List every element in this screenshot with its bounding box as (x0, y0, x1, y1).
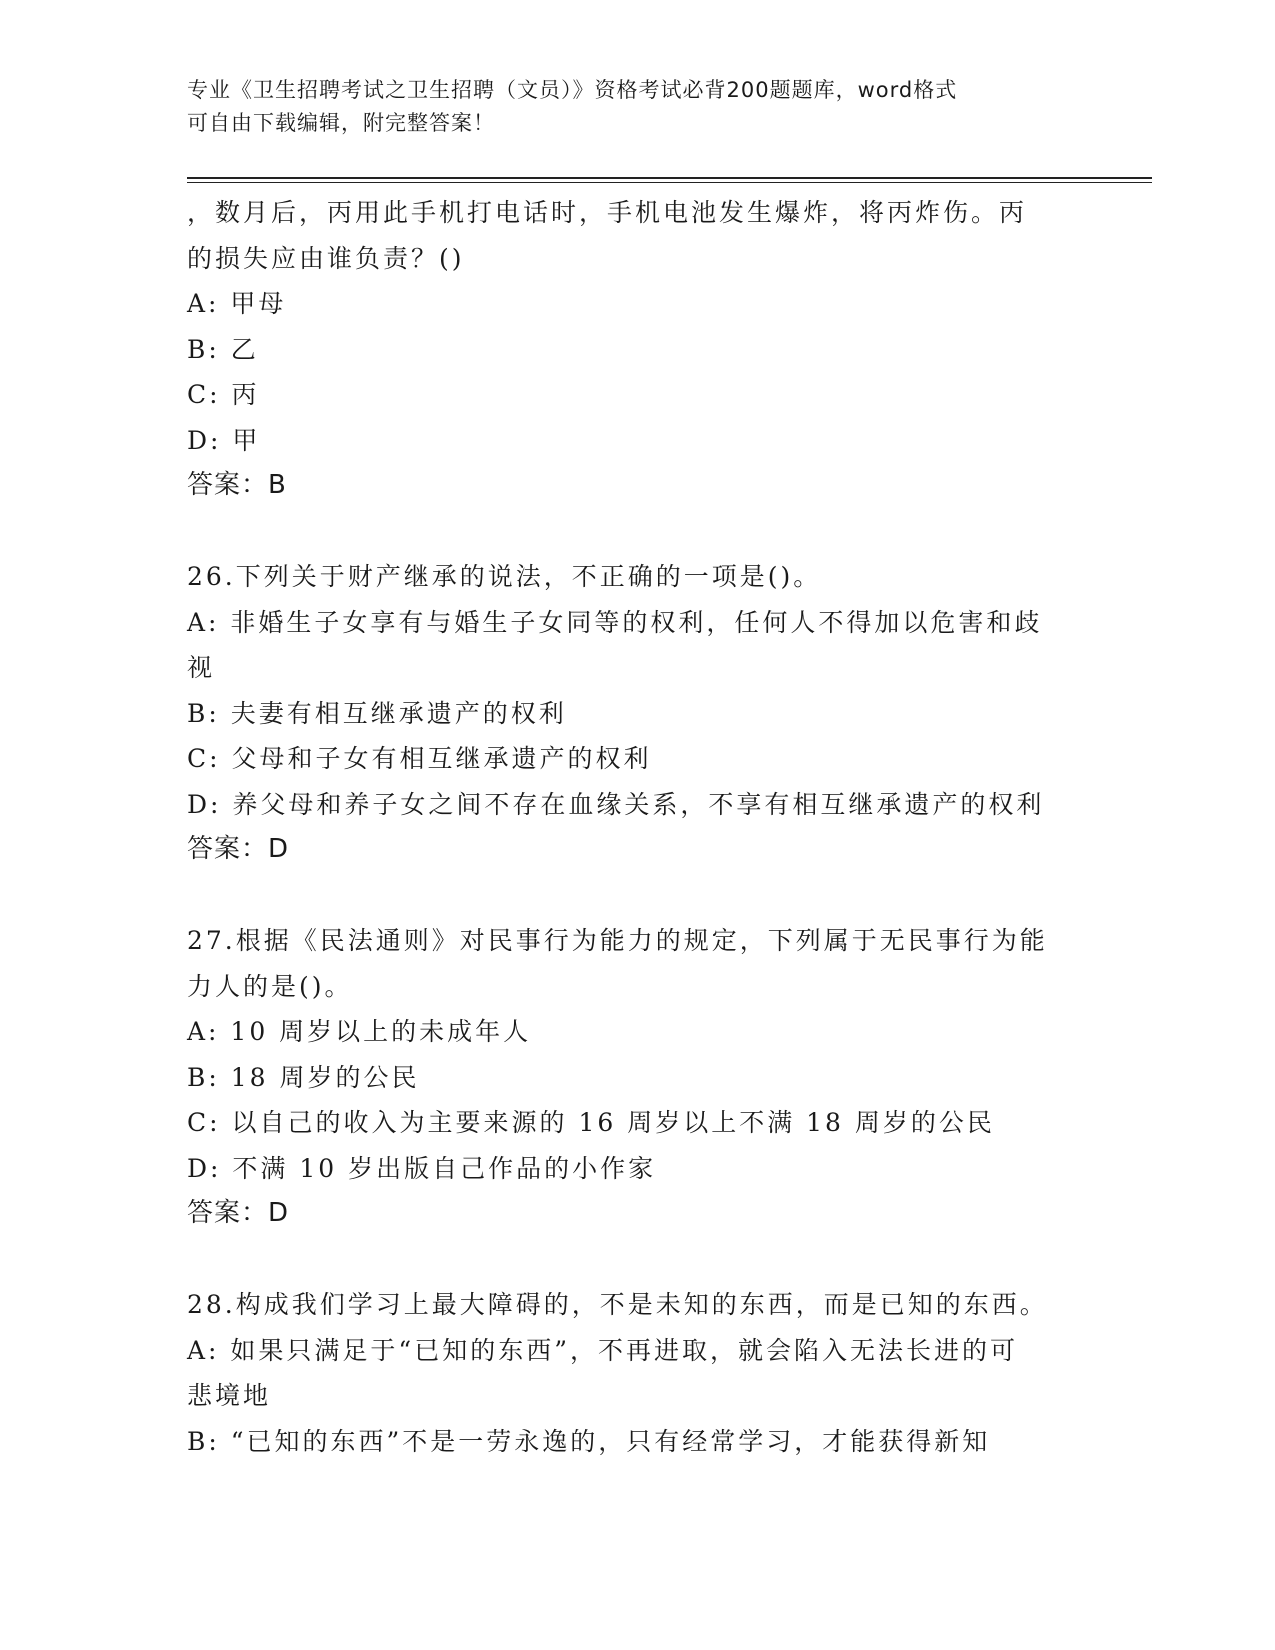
question-text-line: 的损失应由谁负责？() (187, 243, 465, 273)
option-c: C: 丙 (187, 380, 260, 409)
answer: 答案：D (187, 834, 290, 864)
header-title-line-1: 专业《卫生招聘考试之卫生招聘（文员）》资格考试必背200题题库，word格式 (187, 78, 958, 102)
header-divider-thick (187, 177, 1152, 179)
option-b: B: “已知的东西”不是一劳永逸的，只有经常学习，才能获得新知 (187, 1426, 991, 1456)
option-a: A: 非婚生子女享有与婚生子女同等的权利，任何人不得加以危害和歧 (187, 607, 1043, 637)
answer: 答案：D (187, 1198, 290, 1228)
option-d: D: 不满 10 岁出版自己作品的小作家 (187, 1153, 657, 1183)
question-25-continued (187, 190, 1087, 509)
option-a: A: 甲母 (187, 289, 287, 318)
question-text-continued: 力人的是()。 (187, 971, 353, 1001)
document-header (187, 74, 1067, 140)
option-d: D: 养父母和养子女之间不存在血缘关系，不享有相互继承遗产的权利 (187, 789, 1045, 819)
option-b: B: 18 周岁的公民 (187, 1062, 420, 1092)
answer: 答案：B (187, 470, 287, 500)
option-b: B: 乙 (187, 334, 259, 364)
question-26 (187, 554, 1087, 873)
spacer (187, 1237, 1087, 1283)
option-a-continued: 悲境地 (187, 1381, 272, 1410)
header-title-line-2: 可自由下载编辑，附完整答案！ (187, 111, 495, 135)
option-a: A: 10 周岁以上的未成年人 (187, 1017, 532, 1046)
question-text-line: ，数月后，丙用此手机打电话时，手机电池发生爆炸，将丙炸伤。丙 (187, 198, 1028, 227)
spacer (187, 509, 1087, 555)
question-27 (187, 918, 1087, 1237)
option-b: B: 夫妻有相互继承遗产的权利 (187, 698, 567, 728)
option-d: D: 甲 (187, 425, 261, 455)
question-28 (187, 1282, 1087, 1464)
option-c: C: 父母和子女有相互继承遗产的权利 (187, 744, 652, 773)
option-a: A: 如果只满足于“已知的东西”，不再进取，就会陷入无法长进的可 (187, 1335, 1018, 1365)
question-text: 27.根据《民法通则》对民事行为能力的规定，下列属于无民事行为能 (187, 926, 1048, 955)
header-divider-thin (187, 182, 1152, 183)
question-list (187, 190, 1087, 1464)
option-a-continued: 视 (187, 653, 216, 682)
question-text: 26.下列关于财产继承的说法，不正确的一项是()。 (187, 562, 822, 591)
question-text: 28.构成我们学习上最大障碍的，不是未知的东西，而是已知的东西。 (187, 1290, 1048, 1319)
spacer (187, 873, 1087, 919)
option-c: C: 以自己的收入为主要来源的 16 周岁以上不满 18 周岁的公民 (187, 1108, 995, 1137)
